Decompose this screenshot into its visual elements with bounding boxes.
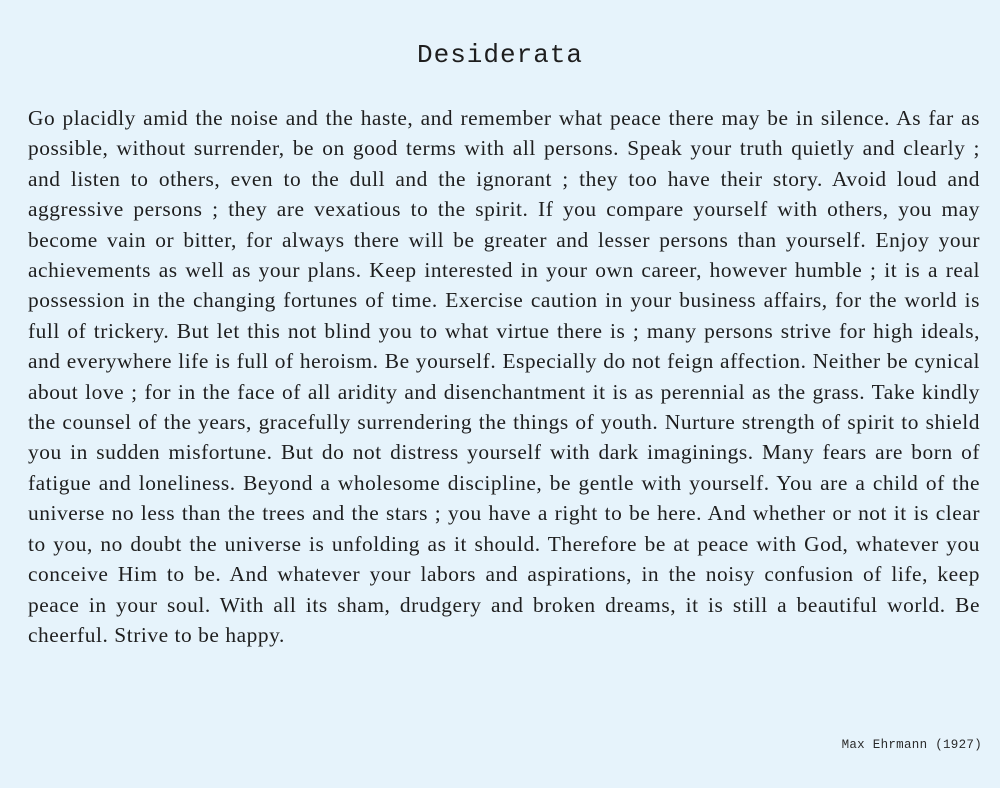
document-title: Desiderata: [416, 40, 584, 70]
poem-body-text: Go placidly amid the noise and the haste, and remember what peace there may be in silence. As far as possible, without surrender, be on good terms with all persons. Speak your truth quietly and clearly ; and listen to others, even to the dull and the ignorant ; they too have their story. Avoid loud and aggressive persons ; they are vexatious to the spirit. If you compare yourself with others, you may become vain or bitter, for always there will be greater and lesser persons than yourself. Enjoy your achievements as well as your plans. Keep interested in your own career, however humble ; it is a real possession in the changing fortunes of time. Exercise caution in your business affairs, for the world is full of trickery. But let this not blind you to what virtue there is ; many persons strive for high ideals, and everywhere life is full of heroism. Be yourself. Especially do not feign affection. Neither be cynical about love ; for in the face of all aridity and disenchantment it is as perennial as the grass. Take kindly the counsel of the years, gracefully surrendering the things of youth. Nurture strength of spirit to shield you in sudden misfortune. But do not distress yourself with dark imaginings. Many fears are born of fatigue and loneliness. Beyond a wholesome discipline, be gentle with yourself. You are a child of the universe no less than the trees and the stars ; you have a right to be here. And whether or not it is clear to you, no doubt the universe is unfolding as it should. Therefore be at peace with God, whatever you conceive Him to be. And whatever your labors and aspirations, in the noisy confusion of life, keep peace in your soul. With all its sham, drudgery and broken dreams, it is still a beautiful world. Be cheerful. Strive to be happy.: [28, 106, 980, 647]
author-attribution: Max Ehrmann (1927): [841, 738, 982, 752]
